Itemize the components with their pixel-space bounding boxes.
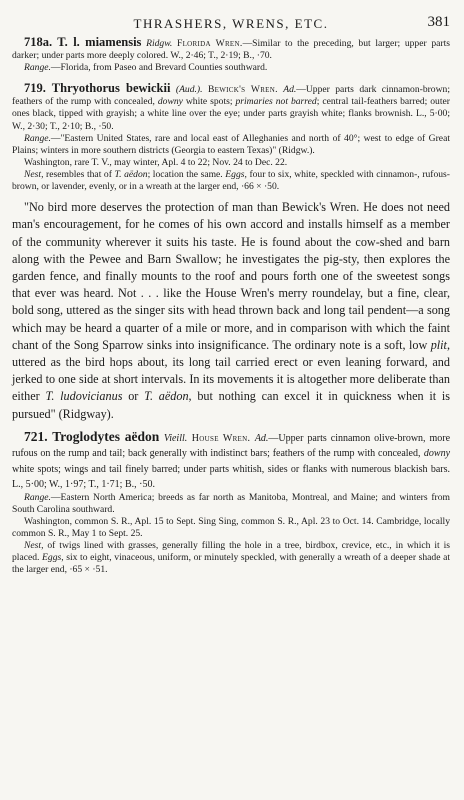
nest-text: , of twigs lined with grasses, generally filling the hole in a tree, birdbox, crevice, etc., in which it is placed. xyxy=(12,540,450,564)
entry-721-nest xyxy=(12,540,450,576)
nest-text: , four to six, white, speckled with cinnamon-, rufous-brown, or lavender, evenly, or in a wreath at the larger end, ·66 × ·50. xyxy=(12,168,450,193)
description-text: —Similar to the preceding, but larger; upper parts darker; under parts more deeply colored. W., 2·46; T., 2·19; B., ·70. xyxy=(12,38,450,62)
nest-text: ; location the same. xyxy=(147,168,223,180)
ad-label: Ad. xyxy=(254,432,269,444)
ad-label: Ad. xyxy=(283,84,297,96)
nest-text: , resembles that of xyxy=(41,168,112,180)
nest-text: , six to eight, vinaceous, uniform, or minutely speckled, with generally a wreath of a deeper shade at the larger end, ·65 × ·51. xyxy=(12,552,450,576)
common-name: House Wren. xyxy=(191,432,251,444)
ridgway-quotation xyxy=(12,199,450,423)
description-text: white spots; wings and tail finely barred; under parts whitish, sides or flanks with numerous blackish bars. L., 5·00; W., 1·97; T., 1·71; B., ·50. xyxy=(12,463,450,491)
entry-719 xyxy=(12,82,450,422)
quote-italic: T. aëdon xyxy=(144,389,189,404)
species-authority: (Aud.). xyxy=(175,84,203,96)
description-italic: downy xyxy=(157,96,183,108)
range-label: Range. xyxy=(24,132,51,144)
entry-719-washington: Washington, rare T. V., may winter, Apl. 4 to 22; Nov. 24 to Dec. 22. xyxy=(24,156,288,168)
nest-label: Nest xyxy=(24,168,42,180)
eggs-label: Eggs xyxy=(225,168,245,180)
description-text: ; central tail-feathers barred; outer ones black, tipped with grayish; a white line over the eye; under parts grayish white; flanks brownish. L., 5·00; W., 2·30; T., 2·10; B., ·50. xyxy=(12,96,450,132)
species-number-name: 719. Thryothorus bewickii xyxy=(24,81,171,96)
range-label: Range. xyxy=(24,62,51,74)
entry-719-range xyxy=(12,133,450,157)
nest-italic: T. aëdon xyxy=(114,168,148,180)
description-text: —Upper parts dark cinnamon-brown; feathers of the rump with concealed, xyxy=(12,84,450,108)
entry-719-description xyxy=(12,82,450,132)
species-number-name: 721. Troglodytes aëdon xyxy=(24,428,160,444)
entry-721-washington: Washington, common S. R., Apl. 15 to Sept. Sing Sing, common S. R., Apl. 23 to Oct. 14. Cambridge, locally common S. R., May 1 to Sept. 25. xyxy=(12,515,450,540)
quote-text: or xyxy=(122,389,145,404)
range-text: —Eastern North America; breeds as far north as Manitoba, Montreal, and Maine; and winters from South Carolina southward. xyxy=(12,491,450,515)
description-italic: downy xyxy=(423,448,451,460)
entry-718a-description xyxy=(12,36,450,62)
running-head xyxy=(12,10,450,36)
entry-721-range xyxy=(12,492,450,516)
entry-719-nest xyxy=(12,169,450,193)
common-name: Bewick's Wren. xyxy=(207,84,278,96)
page-number: 381 xyxy=(427,14,450,30)
range-text: —"Eastern United States, rare and local east of Alleghanies and north of 40°; west to edge of Great Plains; winters in more southern districts (Georgia to eastern Texas)" (Ridgw.). xyxy=(12,132,450,156)
quote-text: , but nothing can excel it in quickness when it is pursued" (Ridgway). xyxy=(12,389,451,421)
species-number-name: 718a. T. l. miamensis xyxy=(24,35,142,49)
species-authority: Ridgw. xyxy=(146,38,173,49)
running-title: THRASHERS, WRENS, ETC. xyxy=(133,16,329,31)
quote-text: "No bird more deserves the protection of man than Bewick's Wren. He does not need man's encouragement, for he comes of his own accord and installs himself as a member of the community wherever it suits his taste. He is found about the cow-shed and barn along with the Pewee and Barn Swallow; he investigates the pig-sty, then explores the garden fence, and finally mounts to the roof and pours forth one of the sweetest songs that ever was heard. Not . . . like the House Wren's merry roundelay, but a fine, clear, bold song, uttered as the singer sits with head thrown back and long tail pendent—a song which may be heard a quarter of a mile or more, and in comparison with which the faint chant of the Song Sparrow sinks into insignificance. The ordinary note is a soft, low xyxy=(12,200,450,352)
nest-label: Nest xyxy=(24,540,42,552)
description-text: white spots; xyxy=(182,96,233,108)
entry-721-heading xyxy=(12,429,450,492)
range-label: Range. xyxy=(24,491,51,503)
description-italic: primaries not barred xyxy=(235,96,317,108)
quote-text: , uttered as the bird hops about, its long tail carried erect or even leaning forward, and jerked to one side at short intervals. In its movements it is altogether more deliberate than either xyxy=(12,337,450,404)
quote-italic: T. ludovicianus xyxy=(45,389,123,404)
description-text: —Upper parts cinnamon olive-brown, more rufous on the rump and tail; back generally with indistinct bars; feathers of the rump with concealed, xyxy=(12,432,451,460)
species-authority: Vieill. xyxy=(163,432,188,444)
common-name: Florida Wren. xyxy=(176,38,243,49)
entry-721 xyxy=(12,429,450,577)
entry-718a xyxy=(12,36,450,74)
range-text: —Florida, from Paseo and Brevard Counties southward. xyxy=(50,62,268,74)
eggs-label: Eggs xyxy=(42,552,62,564)
entry-718a-range xyxy=(12,62,450,74)
quote-italic: plit xyxy=(430,337,447,352)
